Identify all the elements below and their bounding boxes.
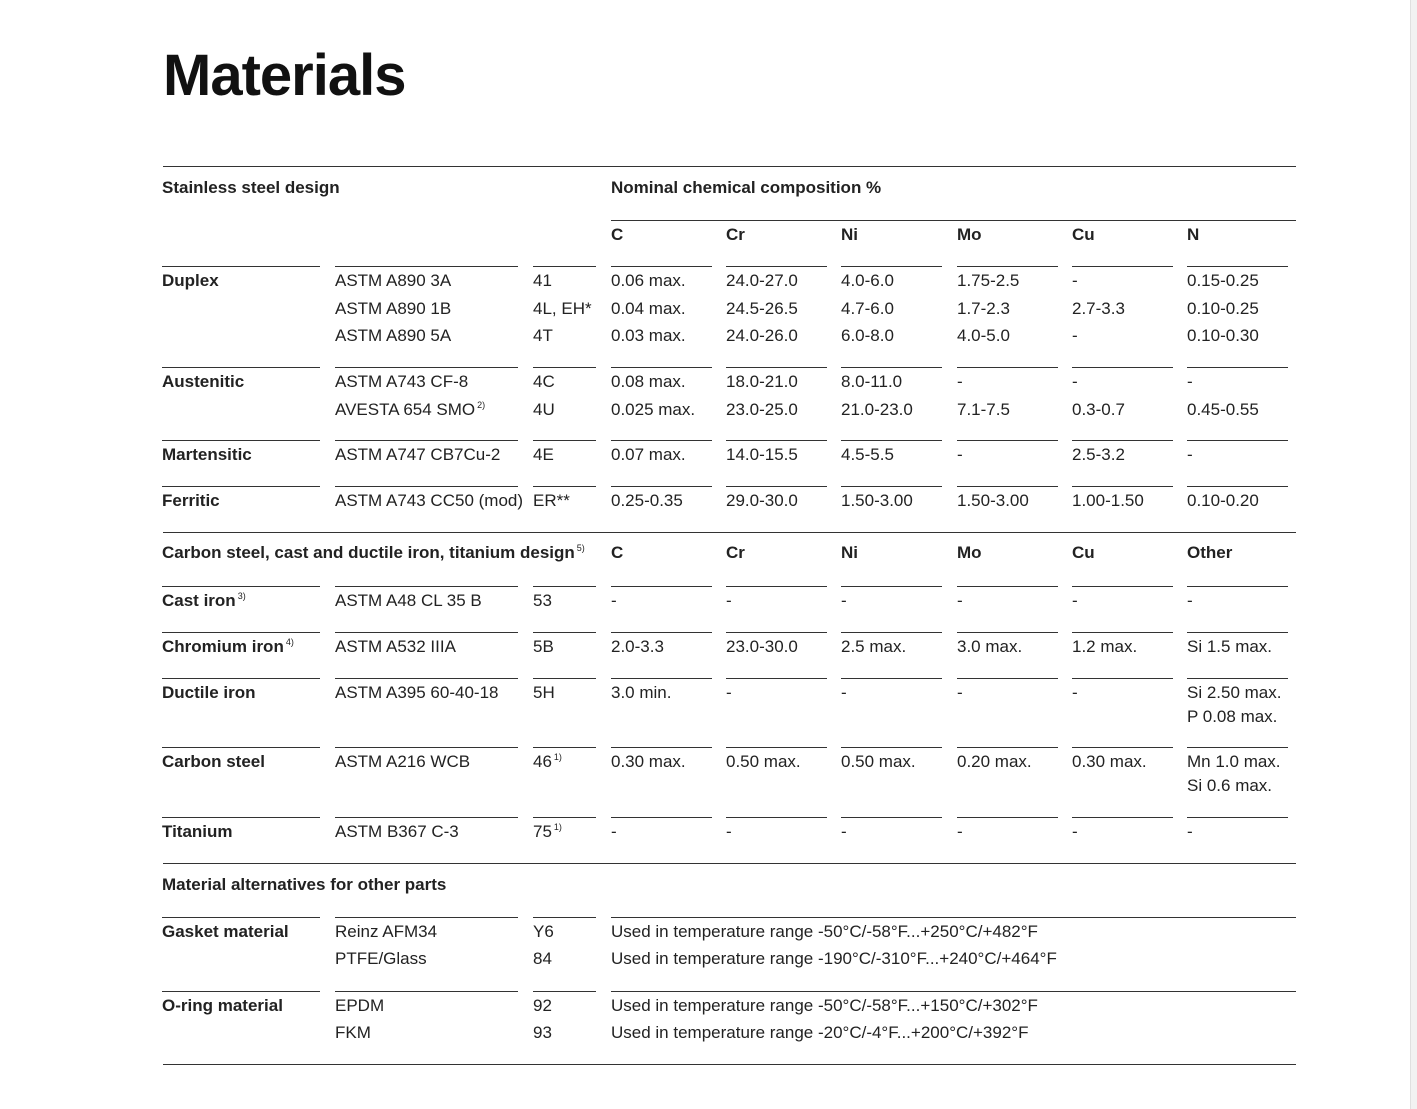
value-cell: 1.75-2.5	[957, 271, 1020, 290]
code-text: Y6	[533, 922, 554, 941]
row-rule	[726, 367, 827, 368]
usage-text: Used in temperature range -50°C/-58°F...+150°C/+302°F	[611, 996, 1038, 1015]
value-cell: 0.45-0.55	[1187, 399, 1259, 419]
value-cell: 2.0-3.3	[611, 637, 664, 656]
row-rule	[1187, 678, 1288, 679]
row-rule	[1187, 817, 1288, 818]
row-rule	[1187, 486, 1288, 487]
value-cell: -	[1072, 822, 1078, 841]
row-rule	[957, 440, 1058, 441]
column-header: Other	[1187, 543, 1233, 562]
spec-text: ASTM A48 CL 35 B	[335, 591, 482, 610]
row-rule	[335, 486, 518, 487]
group-name: Ductile iron	[162, 683, 256, 702]
row-rule	[957, 747, 1058, 748]
row-rule	[335, 678, 518, 679]
value-cell: 1.2 max.	[1072, 637, 1138, 656]
row-rule	[1187, 632, 1288, 633]
value-cell: 0.50 max.	[841, 752, 916, 771]
value-cell: 0.10-0.20	[1187, 491, 1259, 510]
row-rule	[1072, 747, 1173, 748]
value-cell: -	[726, 822, 732, 841]
value-cell: -	[957, 445, 963, 464]
value-cell: 3.0 min.	[611, 683, 672, 702]
value-cell: 4.0-5.0	[957, 326, 1010, 345]
value-cell: -	[1187, 822, 1193, 841]
spec-text: ASTM B367 C-3	[335, 822, 459, 841]
row-rule	[611, 917, 1296, 918]
value-cell: -	[1072, 372, 1078, 391]
row-rule	[841, 586, 942, 587]
group-name: Martensitic	[162, 445, 252, 464]
row-rule	[533, 632, 596, 633]
spec-text: ASTM A890 1B	[335, 298, 452, 318]
footnote-marker: 1)	[553, 822, 562, 833]
group-name: Cast iron $^{3)}$	[162, 591, 246, 610]
row-rule	[533, 367, 596, 368]
footnote-marker: 2)	[477, 399, 486, 410]
row-rule	[1072, 266, 1173, 267]
row-rule	[841, 486, 942, 487]
row-rule	[841, 632, 942, 633]
row-rule	[335, 367, 518, 368]
code-text: 4C	[533, 372, 555, 391]
row-rule	[335, 586, 518, 587]
value-cell: 4.0-6.0	[841, 271, 894, 290]
row-rule	[335, 632, 518, 633]
value-cell: 7.1-7.5	[957, 399, 1010, 419]
section-rule	[163, 166, 1296, 167]
row-rule	[162, 586, 320, 587]
value-cell: 24.0-26.0	[726, 326, 798, 345]
value-cell: -	[841, 683, 847, 702]
footnote-marker: 4)	[285, 637, 294, 648]
value-cell: 2.7-3.3	[1072, 298, 1125, 318]
value-cell: -	[726, 683, 732, 702]
value-cell: 0.07 max.	[611, 445, 686, 464]
row-rule	[726, 586, 827, 587]
value-cell: 0.15-0.25	[1187, 271, 1259, 290]
row-rule	[611, 266, 712, 267]
row-rule	[162, 367, 320, 368]
section-heading: Material alternatives for other parts	[162, 875, 447, 894]
row-rule	[726, 266, 827, 267]
column-header: Cu	[1072, 225, 1095, 244]
row-rule	[726, 486, 827, 487]
value-cell: 1.7-2.3	[957, 298, 1010, 318]
row-rule	[335, 266, 518, 267]
code-text: ER**	[533, 491, 570, 510]
row-rule	[611, 747, 712, 748]
spec-text: ASTM A532 IIIA	[335, 637, 456, 656]
row-rule	[533, 486, 596, 487]
spec-text: ASTM A747 CB7Cu-2	[335, 445, 501, 464]
row-rule	[533, 266, 596, 267]
row-rule	[533, 991, 596, 992]
value-cell: Si 1.5 max.	[1187, 637, 1273, 656]
row-rule	[1187, 440, 1288, 441]
row-rule	[611, 486, 712, 487]
row-rule	[957, 632, 1058, 633]
spec-text: ASTM A743 CF-8	[335, 372, 469, 391]
code-text: 53	[533, 591, 552, 610]
value-cell: 0.04 max.	[611, 298, 686, 318]
value-cell: -	[957, 822, 963, 841]
column-header: Mo	[957, 543, 982, 562]
row-rule	[1072, 632, 1173, 633]
row-rule	[1072, 586, 1173, 587]
row-rule	[841, 817, 942, 818]
row-rule	[726, 440, 827, 441]
group-name: Gasket material	[162, 922, 289, 941]
value-cell: -	[841, 822, 847, 841]
row-rule	[162, 817, 320, 818]
row-rule	[162, 266, 320, 267]
row-rule	[611, 991, 1296, 992]
code-text: 4T	[533, 326, 553, 345]
column-header: Cr	[726, 225, 745, 244]
code-text: 4E	[533, 445, 554, 464]
row-rule	[841, 678, 942, 679]
value-cell: 0.30 max.	[611, 752, 686, 771]
value-cell: 0.10-0.25	[1187, 298, 1259, 318]
column-header: Cu	[1072, 543, 1095, 562]
usage-text: Used in temperature range -190°C/-310°F...+240°C/+464°F	[611, 949, 1057, 968]
value-cell: -	[957, 591, 963, 610]
row-rule	[611, 678, 712, 679]
row-rule	[957, 817, 1058, 818]
spec-text: Reinz AFM34	[335, 922, 438, 941]
section-rule	[163, 532, 1296, 533]
row-rule	[611, 586, 712, 587]
value-cell: 0.25-0.35	[611, 491, 683, 510]
spec-text: ASTM A890 5A	[335, 326, 452, 345]
row-rule	[1072, 367, 1173, 368]
row-rule	[1187, 747, 1288, 748]
row-rule	[841, 367, 942, 368]
row-rule	[533, 440, 596, 441]
code-text: 4L, EH*	[533, 298, 592, 318]
row-rule	[335, 817, 518, 818]
group-name: Austenitic	[162, 372, 245, 391]
value-cell: P 0.08 max.	[1187, 707, 1278, 726]
value-cell: Mn 1.0 max.	[1187, 752, 1281, 771]
row-rule	[533, 678, 596, 679]
code-text: 5B	[533, 637, 554, 656]
section-rule	[163, 1064, 1296, 1065]
row-rule	[611, 367, 712, 368]
row-rule	[726, 632, 827, 633]
code-text: 41	[533, 271, 552, 290]
row-rule	[533, 917, 596, 918]
value-cell: 0.08 max.	[611, 372, 686, 391]
section-heading: Stainless steel design	[162, 178, 340, 197]
row-rule	[957, 586, 1058, 587]
row-rule	[726, 817, 827, 818]
value-cell: -	[611, 591, 617, 610]
row-rule	[162, 991, 320, 992]
page-edge	[1410, 0, 1417, 1109]
row-rule	[335, 917, 518, 918]
row-rule	[162, 917, 320, 918]
value-cell: 1.50-3.00	[957, 491, 1029, 510]
value-cell: 14.0-15.5	[726, 445, 798, 464]
code-text: 46 $^{1)}$	[533, 752, 562, 771]
code-text: 93	[533, 1023, 552, 1042]
column-header: Cr	[726, 543, 745, 562]
value-cell: 0.03 max.	[611, 326, 686, 345]
group-name: Duplex	[162, 271, 219, 290]
row-rule	[611, 440, 712, 441]
column-header: Ni	[841, 543, 858, 562]
page-title: Materials	[163, 43, 406, 108]
value-cell: 0.06 max.	[611, 271, 686, 290]
value-cell: Si 2.50 max.	[1187, 683, 1282, 702]
value-cell: 24.5-26.5	[726, 298, 798, 318]
value-cell: 0.3-0.7	[1072, 399, 1125, 419]
group-name: Titanium	[162, 822, 233, 841]
value-cell: 2.5-3.2	[1072, 445, 1125, 464]
group-name: O-ring material	[162, 996, 283, 1015]
code-text: 92	[533, 996, 552, 1015]
row-rule	[1072, 817, 1173, 818]
row-rule	[726, 747, 827, 748]
footnote-marker: 1)	[553, 752, 562, 763]
row-rule	[957, 486, 1058, 487]
value-cell: -	[1187, 372, 1193, 391]
row-rule	[1187, 586, 1288, 587]
value-cell: 0.50 max.	[726, 752, 801, 771]
group-name: Carbon steel	[162, 752, 265, 771]
value-cell: 4.7-6.0	[841, 298, 894, 318]
row-rule	[1187, 266, 1288, 267]
footnote-marker: 5)	[576, 543, 585, 554]
value-cell: -	[1072, 591, 1078, 610]
value-cell: 3.0 max.	[957, 637, 1023, 656]
value-cell: 1.00-1.50	[1072, 491, 1144, 510]
row-rule	[533, 586, 596, 587]
value-cell: -	[1072, 326, 1078, 345]
code-text: 5H	[533, 683, 555, 702]
row-rule	[841, 440, 942, 441]
section-heading: Carbon steel, cast and ductile iron, titanium design $^{5)}$	[162, 543, 585, 562]
row-rule	[533, 747, 596, 748]
row-rule	[1072, 678, 1173, 679]
spec-text: ASTM A216 WCB	[335, 752, 471, 771]
spec-text: PTFE/Glass	[335, 949, 427, 968]
row-rule	[957, 678, 1058, 679]
value-cell: 18.0-21.0	[726, 372, 798, 391]
value-cell: 8.0-11.0	[841, 372, 903, 391]
value-cell: -	[726, 591, 732, 610]
column-header: N	[1187, 225, 1200, 244]
row-rule	[335, 440, 518, 441]
code-text: 75 $^{1)}$	[533, 822, 562, 841]
value-cell: -	[611, 822, 617, 841]
value-cell: -	[1072, 271, 1078, 290]
row-rule	[957, 367, 1058, 368]
spec-text: ASTM A743 CC50 (mod)	[335, 491, 524, 510]
row-rule	[162, 678, 320, 679]
row-rule	[1187, 367, 1288, 368]
value-cell: 2.5 max.	[841, 637, 907, 656]
value-cell: 0.10-0.30	[1187, 326, 1259, 345]
value-cell: 24.0-27.0	[726, 271, 798, 290]
value-cell: 23.0-30.0	[726, 637, 798, 656]
value-cell: -	[957, 372, 963, 391]
spec-text: AVESTA 654 SMO $^{2)}$	[335, 399, 486, 419]
usage-text: Used in temperature range -20°C/-4°F...+200°C/+392°F	[611, 1023, 1029, 1042]
composition-heading: Nominal chemical composition %	[611, 178, 882, 197]
row-rule	[162, 747, 320, 748]
value-cell: 4.5-5.5	[841, 445, 894, 464]
row-rule	[162, 486, 320, 487]
code-text: 4U	[533, 399, 555, 419]
row-rule	[1072, 440, 1173, 441]
row-rule	[162, 440, 320, 441]
row-rule	[611, 817, 712, 818]
group-name: Ferritic	[162, 491, 220, 510]
row-rule	[335, 747, 518, 748]
column-header: C	[611, 225, 624, 244]
row-rule	[1072, 486, 1173, 487]
row-rule	[957, 266, 1058, 267]
section-rule	[163, 863, 1296, 864]
code-text: 84	[533, 949, 552, 968]
row-rule	[162, 632, 320, 633]
row-rule	[533, 817, 596, 818]
value-cell: Si 0.6 max.	[1187, 776, 1273, 795]
row-rule	[335, 991, 518, 992]
spec-text: EPDM	[335, 996, 385, 1015]
footnote-marker: 3)	[237, 591, 246, 602]
value-cell: -	[841, 591, 847, 610]
spec-text: ASTM A395 60-40-18	[335, 683, 499, 702]
value-cell: -	[957, 683, 963, 702]
row-rule	[611, 632, 712, 633]
composition-rule	[611, 220, 1296, 221]
value-cell: 0.20 max.	[957, 752, 1032, 771]
column-header: C	[611, 543, 624, 562]
value-cell: 6.0-8.0	[841, 326, 894, 345]
value-cell: 21.0-23.0	[841, 399, 913, 419]
value-cell: -	[1072, 683, 1078, 702]
spec-text: ASTM A890 3A	[335, 271, 452, 290]
column-header: Ni	[841, 225, 858, 244]
value-cell: -	[1187, 445, 1193, 464]
value-cell: -	[1187, 591, 1193, 610]
group-name: Chromium iron $^{4)}$	[162, 637, 294, 656]
value-cell: 0.025 max.	[611, 399, 696, 419]
column-header: Mo	[957, 225, 982, 244]
value-cell: 0.30 max.	[1072, 752, 1147, 771]
spec-text: FKM	[335, 1023, 371, 1042]
value-cell: 29.0-30.0	[726, 491, 798, 510]
value-cell: 23.0-25.0	[726, 399, 798, 419]
row-rule	[726, 678, 827, 679]
value-cell: 1.50-3.00	[841, 491, 913, 510]
row-rule	[841, 747, 942, 748]
row-rule	[841, 266, 942, 267]
usage-text: Used in temperature range -50°C/-58°F...+250°C/+482°F	[611, 922, 1038, 941]
